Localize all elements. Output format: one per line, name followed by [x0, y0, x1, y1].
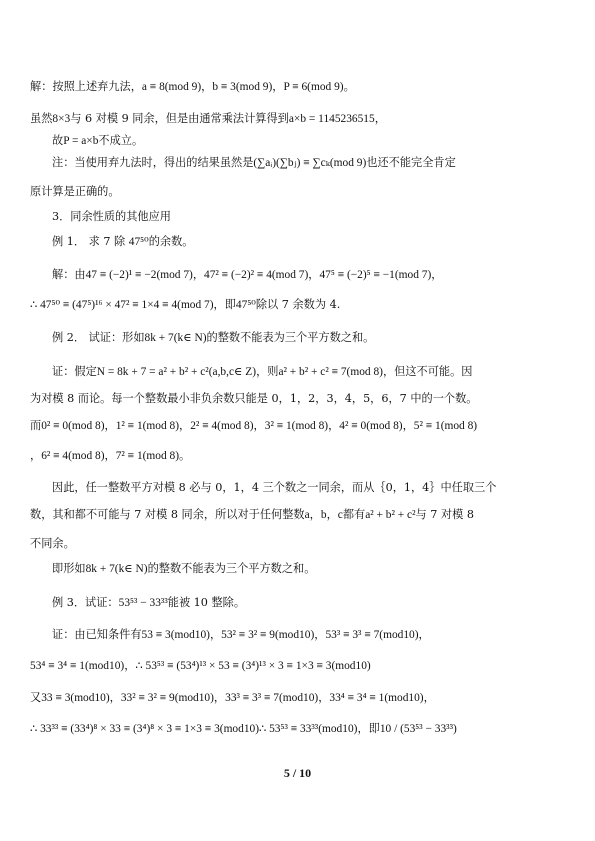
math-expression: 3² ≡ 1(mod 8): [264, 420, 329, 432]
text-segment: ，: [201, 80, 213, 93]
math-expression: 33⁴ ≡ 3⁴ ≡ 1(mod10): [329, 692, 424, 704]
math-expression: 47⁵⁰: [128, 236, 149, 248]
text-line: [0, 627, 595, 643]
math-expression: a² + b² + c² ≡ 7(mod 8): [278, 366, 383, 378]
text-line: [0, 536, 595, 552]
text-segment: 。: [179, 449, 191, 462]
math-expression: 33 ≡ 3(mod10): [41, 692, 110, 704]
math-expression: 47⁵ ≡ (−2)⁵ ≡ −1(mod 7): [319, 269, 432, 281]
text-segment: 不同余。: [30, 537, 75, 550]
math-expression: 8k + 7(k∈ N): [85, 563, 148, 575]
page-number: 5 / 10: [283, 766, 312, 780]
text-segment: ，: [104, 419, 116, 432]
math-expression: 10 / (53⁵³ − 33³³): [379, 723, 457, 735]
text-line: [0, 658, 595, 674]
math-expression: 47⁵⁰: [235, 299, 256, 311]
math-expression: 7² ≡ 1(mod 8): [115, 450, 180, 462]
text-segment: 证：假定: [52, 365, 97, 378]
math-expression: 53⁵³ − 33³³: [118, 597, 168, 609]
text-segment: ，: [272, 80, 284, 93]
text-segment: ，: [328, 419, 340, 432]
text-segment: ，: [209, 628, 222, 641]
math-expression: ∴ 33³³ ≡ (33⁴)⁸ × 33 ≡ (3⁴)⁸ × 3 ≡ 1×3 ≡ 3(mod10)∴ 53⁵³ ≡ 33³³(mod10): [30, 723, 358, 735]
text-line: [0, 184, 595, 200]
text-segment: 故: [52, 134, 64, 147]
text-line: [0, 391, 595, 407]
math-expression: 5² ≡ 1(mod 8): [413, 420, 478, 432]
text-segment: 即形如: [52, 562, 86, 575]
text-segment: 数，其和都不可能与 7 对模 8 同余，所以对于任何整数: [30, 508, 305, 521]
math-expression: 47² ≡ (−2)² ≡ 4(mod 7): [204, 269, 309, 281]
text-segment: ，: [179, 419, 191, 432]
text-segment: 的整数不能表为三个平方数之和。: [206, 331, 375, 344]
text-line: [0, 155, 595, 171]
text-line: [0, 480, 595, 496]
math-expression: P ≡ 6(mod 9): [283, 81, 344, 93]
text-segment: 注：当使用弃九法时，得出的结果虽然是: [52, 156, 254, 169]
text-segment: ，: [213, 691, 226, 704]
text-segment: ，: [109, 691, 121, 704]
math-expression: 53² ≡ 3² ≡ 9(mod10): [221, 629, 315, 641]
math-expression: b: [320, 509, 327, 521]
math-expression: 6² ≡ 4(mod 8): [41, 450, 105, 462]
math-expression: 8k + 7(k∈ N): [144, 332, 207, 344]
math-expression: 33³ ≡ 3³ ≡ 7(mod10): [225, 692, 319, 704]
math-expression: a² + b² + c²: [365, 509, 416, 521]
text-segment: ，: [308, 268, 320, 281]
text-segment: 虽然: [30, 112, 53, 125]
text-segment: ，但这不可能。因: [382, 365, 473, 378]
text-segment: ，: [326, 508, 338, 521]
text-segment: 的整数不能表为三个平方数之和。: [147, 562, 316, 575]
text-line: [0, 364, 595, 380]
math-expression: 53⁴ ≡ 3⁴ ≡ 1(mod10): [30, 660, 125, 672]
text-segment: 解：按照上述弃九法，: [30, 80, 142, 93]
text-segment: 不成立。: [98, 134, 144, 147]
math-expression: a ≡ 8(mod 9): [141, 81, 202, 93]
text-segment: 而: [30, 419, 42, 432]
text-segment: 与 7 对模 8: [415, 508, 474, 521]
text-segment: ，: [418, 628, 430, 641]
text-segment: 原计算是正确的。: [30, 185, 120, 198]
text-segment: 与 6 对模 9 同余，但是由通常乘法计算得到: [70, 112, 289, 125]
text-segment: 解：由: [52, 268, 86, 281]
text-segment: 例 2． 试证：形如: [52, 331, 145, 344]
example-heading: [0, 234, 595, 250]
text-segment: ，: [309, 508, 321, 521]
math-expression: a×b = 1145236515: [288, 113, 375, 125]
text-segment: 例 3．试证：: [52, 596, 119, 609]
text-segment: ，: [374, 112, 386, 125]
text-segment: 例 1． 求 7 除: [52, 235, 129, 248]
math-expression: 53 ≡ 3(mod10): [141, 629, 210, 641]
text-segment: ，: [104, 449, 116, 462]
text-segment: ，: [402, 419, 414, 432]
text-line: [0, 297, 595, 313]
math-expression: N = 8k + 7 = a² + b² + c²(a,b,c∈ Z): [96, 366, 257, 378]
text-segment: 3．同余性质的其他应用: [52, 210, 171, 223]
text-segment: 因此，任一整数平方对模 8 必与 0，1，4 三个数之一同余，而从｛0，1，4｝中任取三个: [52, 481, 497, 494]
text-segment: 又: [30, 691, 42, 704]
math-expression: 33² ≡ 3² ≡ 9(mod10): [120, 692, 214, 704]
math-expression: b ≡ 3(mod 9): [212, 81, 273, 93]
math-expression: 8×3: [52, 113, 71, 125]
text-segment: 为对模 8 而论。每一个整数最小非负余数只能是 0，1，2，3，4，5，6，7 中的一个数。: [30, 392, 478, 405]
text-segment: 能被 10 整除。: [167, 596, 246, 609]
text-segment: 的余数。: [148, 235, 194, 248]
math-expression: c: [337, 509, 343, 521]
text-segment: 证：由已知条件有: [52, 628, 142, 641]
text-line: [0, 507, 595, 523]
text-segment: ，: [318, 691, 330, 704]
text-line: [0, 418, 595, 434]
section-heading: [0, 209, 595, 225]
text-segment: 除以 7 余数为 4.: [255, 298, 341, 311]
example-heading: [0, 330, 595, 346]
math-expression: 2² ≡ 4(mod 8): [190, 420, 254, 432]
math-expression: ∴ 47⁵⁰ ≡ (47⁵)¹⁶ × 47² ≡ 1×4 ≡ 4(mod 7): [30, 299, 214, 311]
text-segment: 都有: [342, 508, 366, 521]
text-segment: ，: [423, 691, 435, 704]
math-expression: a: [304, 509, 310, 521]
text-line: [0, 79, 595, 95]
text-segment: ，即: [213, 298, 236, 311]
text-segment: ，: [192, 268, 205, 281]
text-segment: ，: [30, 449, 42, 462]
text-segment: 也还不能完全肯定: [366, 156, 456, 169]
text-line: [0, 267, 595, 283]
text-line: [0, 721, 595, 737]
math-expression: 53³ ≡ 3³ ≡ 7(mod10): [325, 629, 419, 641]
math-expression: 4² ≡ 0(mod 8): [339, 420, 403, 432]
example-heading: [0, 595, 595, 611]
text-segment: ，: [431, 268, 443, 281]
text-segment: ，: [124, 659, 136, 672]
text-segment: ，: [253, 419, 265, 432]
text-segment: ，则: [256, 365, 279, 378]
text-line: [0, 690, 595, 706]
text-segment: ，即: [357, 722, 380, 735]
math-expression: 0² ≡ 0(mod 8): [41, 420, 105, 432]
text-line: [0, 448, 595, 464]
math-expression: 1² ≡ 1(mod 8): [115, 420, 180, 432]
math-expression: 47 ≡ (−2)¹ ≡ −2(mod 7): [85, 269, 193, 281]
text-line: [0, 133, 595, 149]
math-expression: P = a×b: [63, 135, 99, 147]
text-line: [0, 111, 595, 127]
math-expression: (∑aᵢ)(∑bⱼ) ≡ ∑cₖ(mod 9): [253, 157, 367, 169]
text-line: [0, 561, 595, 577]
text-segment: 。: [343, 80, 355, 93]
math-expression: ∴ 53⁵³ ≡ (53⁴)¹³ × 53 ≡ (3⁴)¹³ × 3 ≡ 1×3 ≡ 3(mod10): [135, 660, 371, 672]
text-segment: ，: [314, 628, 326, 641]
